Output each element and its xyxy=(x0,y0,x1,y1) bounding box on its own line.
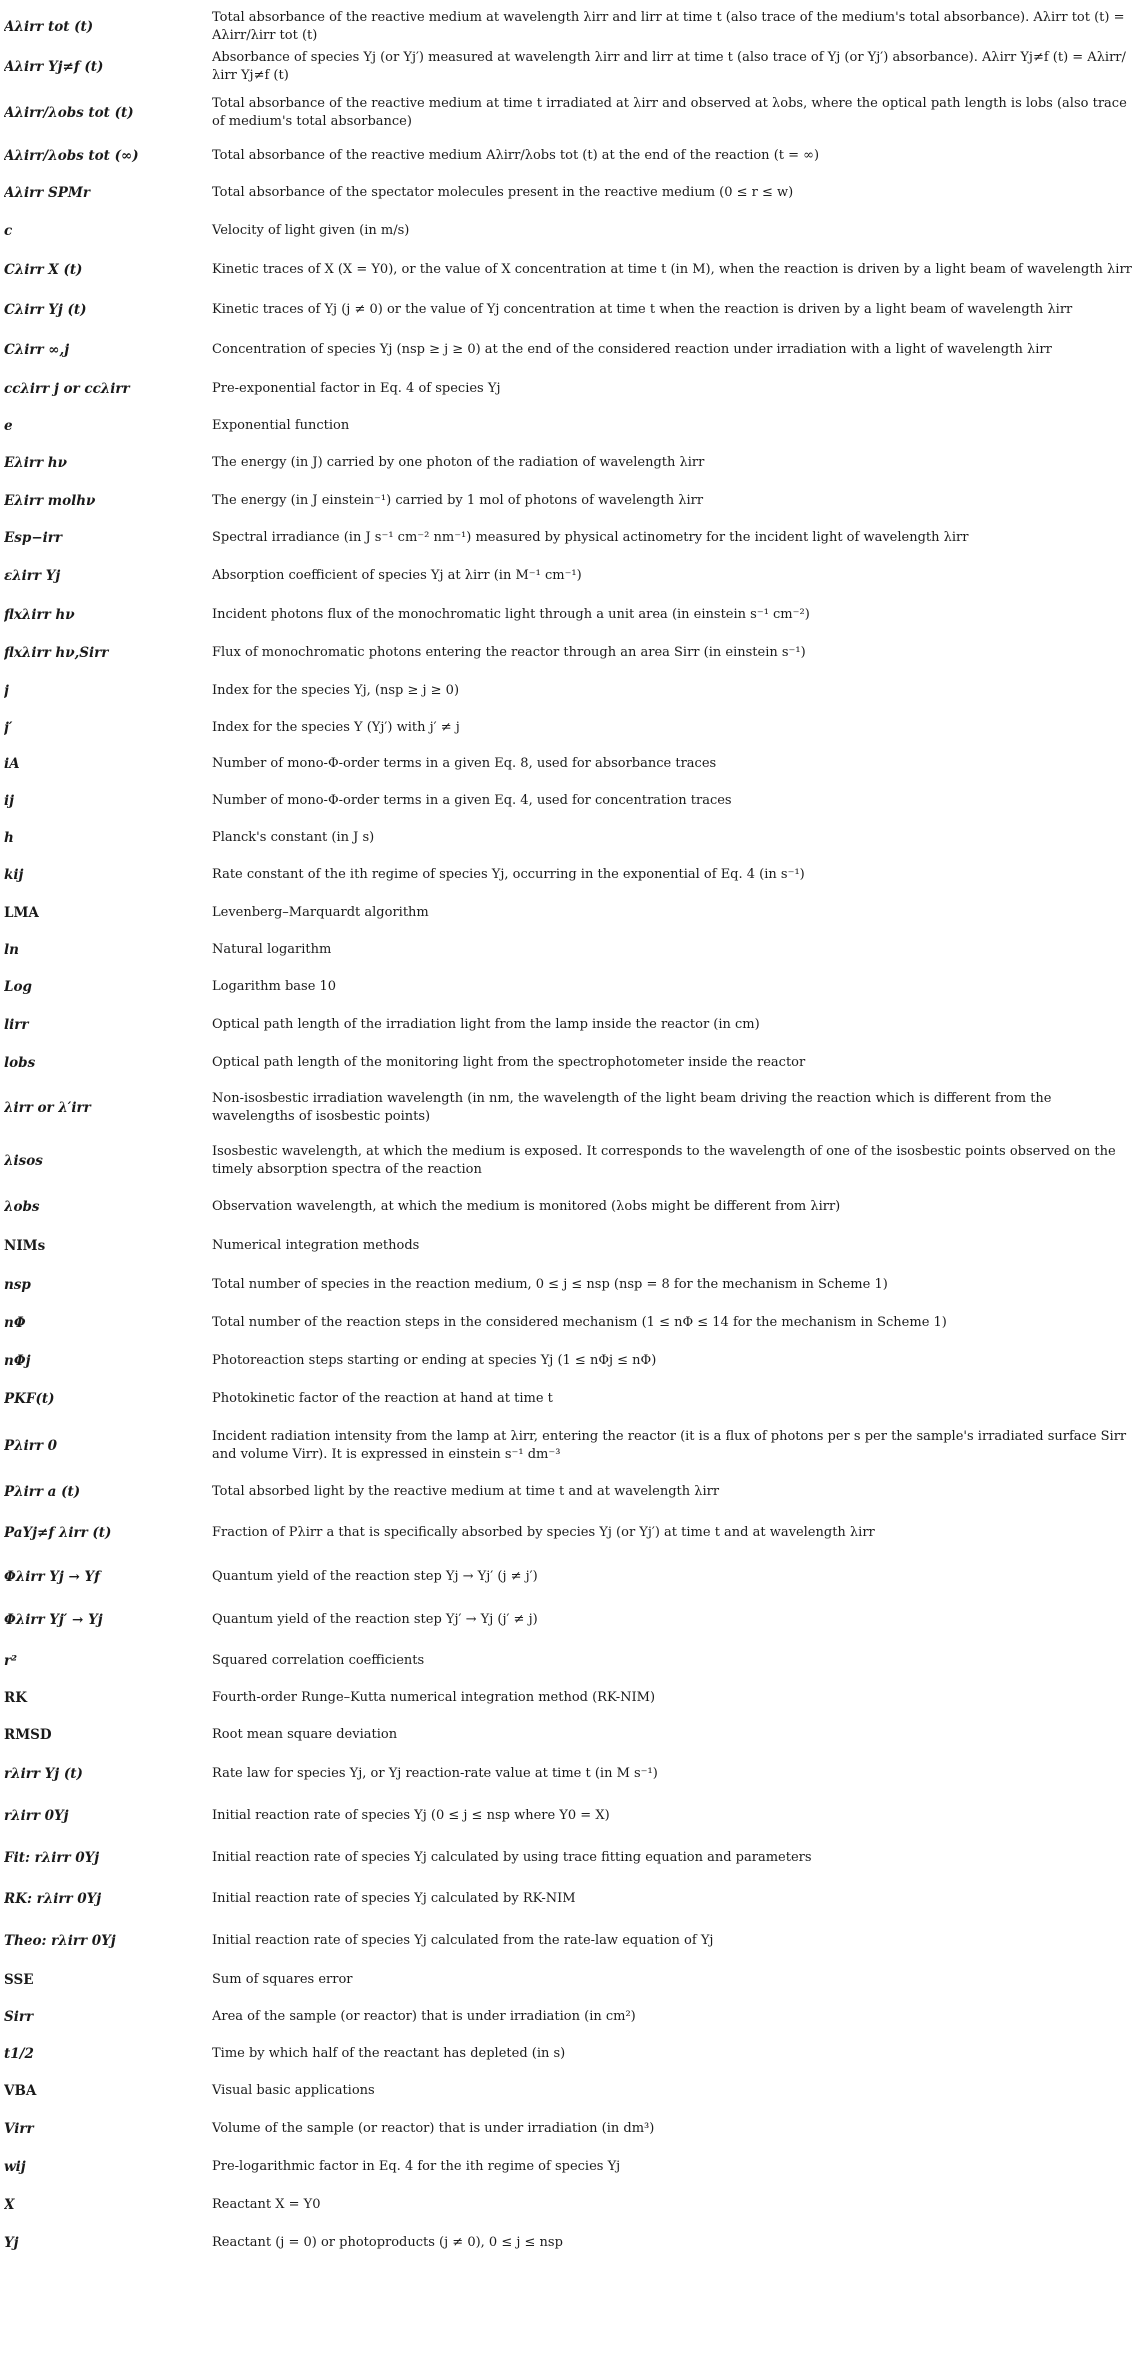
term-definition: Total absorbance of the reactive medium at wavelength λirr and lirr at time t (also trace of the medium's total absorbance). Aλirr tot (t) = Aλirr/λirr tot (t) xyxy=(212,10,1125,43)
nomenclature-row xyxy=(0,856,1145,894)
term-definition: Initial reaction rate of species Yj calculated by RK-NIM xyxy=(212,1891,576,1906)
nomenclature-row xyxy=(0,370,1145,408)
term-definition: Total number of species in the reaction medium, 0 ≤ j ≤ nsp (nsp = 8 for the mechanism in Scheme 1) xyxy=(212,1277,888,1292)
nomenclature-row xyxy=(0,710,1145,746)
term-definition: Incident radiation intensity from the lamp at λirr, entering the reactor (it is a flux of photons per s per the sample's irradiated surface Sirr and volume Virr). It is expressed in einstein s⁻¹ dm⁻³ xyxy=(212,1429,1127,1462)
term-symbol: Esp−irr xyxy=(4,530,62,546)
nomenclature-row xyxy=(0,290,1145,330)
term-definition: Pre-logarithmic factor in Eq. 4 for the ith regime of species Yj xyxy=(212,2159,621,2174)
term-symbol: Eλirr hν xyxy=(4,455,67,471)
nomenclature-row xyxy=(0,1920,1145,1962)
term-symbol: ln xyxy=(4,942,19,958)
nomenclature-row xyxy=(0,672,1145,710)
term-definition: Observation wavelength, at which the medium is monitored (λobs might be different from λirr) xyxy=(212,1199,841,1214)
term-symbol: j xyxy=(4,683,9,699)
nomenclature-row xyxy=(0,8,1145,46)
term-symbol: RK xyxy=(4,1690,27,1706)
term-symbol: Fit: rλirr 0Yj xyxy=(4,1850,100,1866)
term-symbol: wij xyxy=(4,2159,26,2175)
term-symbol: lobs xyxy=(4,1055,36,1071)
term-symbol: Cλirr ∞,j xyxy=(4,342,70,358)
nomenclature-row xyxy=(0,2072,1145,2110)
term-definition: Index for the species Y (Yj′) with j′ ≠ j xyxy=(212,720,460,735)
term-definition: Spectral irradiance (in J s⁻¹ cm⁻² nm⁻¹) measured by physical actinometry for the incident light of wavelength λirr xyxy=(212,530,969,545)
term-definition: Planck's constant (in J s) xyxy=(212,830,375,845)
nomenclature-row xyxy=(0,1044,1145,1082)
term-definition: Absorption coefficient of species Yj at λirr (in M⁻¹ cm⁻¹) xyxy=(212,568,582,583)
term-symbol: lirr xyxy=(4,1017,29,1033)
nomenclature-row xyxy=(0,1510,1145,1556)
term-definition: Flux of monochromatic photons entering the reactor through an area Sirr (in einstein s⁻¹) xyxy=(212,645,806,660)
term-definition: Volume of the sample (or reactor) that is under irradiation (in dm³) xyxy=(212,2121,655,2136)
term-definition: Number of mono-Φ-order terms in a given Eq. 4, used for concentration traces xyxy=(212,793,732,808)
term-definition: Root mean square deviation xyxy=(212,1727,398,1742)
term-symbol: c xyxy=(4,223,13,239)
term-symbol: nΦ xyxy=(4,1315,26,1331)
nomenclature-row xyxy=(0,482,1145,520)
term-symbol: Aλirr tot (t) xyxy=(4,19,94,35)
nomenclature-row xyxy=(0,330,1145,370)
term-definition: Absorbance of species Yj (or Yj′) measured at wavelength λirr and lirr at time t (also trace of Yj (or Yj′) absorbance). Aλirr Yj≠f (t) = Aλirr/λirr Yj≠f (t) xyxy=(212,50,1126,83)
term-symbol: λirr or λ′irr xyxy=(4,1100,91,1116)
nomenclature-row xyxy=(0,1998,1145,2036)
nomenclature-row xyxy=(0,1838,1145,1878)
term-definition: Total absorbance of the reactive medium at time t irradiated at λirr and observed at λobs, where the optical path length is lobs (also trace of medium's total absorbance) xyxy=(212,96,1127,129)
term-symbol: Virr xyxy=(4,2121,34,2137)
nomenclature-row xyxy=(0,634,1145,672)
nomenclature-row xyxy=(0,1380,1145,1418)
term-definition: The energy (in J) carried by one photon of the radiation of wavelength λirr xyxy=(212,455,705,470)
term-symbol: PaYj≠f λirr (t) xyxy=(4,1525,112,1541)
term-definition: Visual basic applications xyxy=(212,2083,375,2098)
nomenclature-row xyxy=(0,520,1145,556)
term-definition: Kinetic traces of Yj (j ≠ 0) or the value of Yj concentration at time t when the reaction is driven by a light beam of wavelength λirr xyxy=(212,302,1073,317)
term-definition: Incident photons flux of the monochromatic light through a unit area (in einstein s⁻¹ cm⁻²) xyxy=(212,607,810,622)
nomenclature-row xyxy=(0,782,1145,820)
nomenclature-row xyxy=(0,932,1145,968)
term-definition: Concentration of species Yj (nsp ≥ j ≥ 0) at the end of the considered reaction under irradiation with a light of wavelength λirr xyxy=(212,342,1052,357)
term-definition: Logarithm base 10 xyxy=(212,979,337,994)
term-definition: Quantum yield of the reaction step Yj → Yj′ (j ≠ j′) xyxy=(212,1569,538,1584)
term-symbol: PKF(t) xyxy=(4,1391,55,1407)
nomenclature-row xyxy=(0,2186,1145,2224)
nomenclature-row xyxy=(0,1266,1145,1304)
term-definition: Index for the species Yj, (nsp ≥ j ≥ 0) xyxy=(212,683,460,698)
term-symbol: λobs xyxy=(4,1199,40,1215)
nomenclature-row xyxy=(0,1680,1145,1716)
nomenclature-row xyxy=(0,88,1145,138)
nomenclature-row xyxy=(0,250,1145,290)
term-symbol: LMA xyxy=(4,905,39,921)
nomenclature-row xyxy=(0,1188,1145,1226)
term-symbol: Theo: rλirr 0Yj xyxy=(4,1933,116,1949)
term-symbol: nΦj xyxy=(4,1353,31,1369)
term-symbol: nsp xyxy=(4,1277,31,1293)
nomenclature-row xyxy=(0,2036,1145,2072)
term-symbol: Yj xyxy=(4,2235,19,2251)
nomenclature-row xyxy=(0,174,1145,212)
term-definition: Rate constant of the ith regime of species Yj, occurring in the exponential of Eq. 4 (in s⁻¹) xyxy=(212,867,805,882)
nomenclature-row xyxy=(0,894,1145,932)
term-symbol: RMSD xyxy=(4,1727,52,1743)
nomenclature-row xyxy=(0,746,1145,782)
term-symbol: ccλirr j or ccλirr xyxy=(4,381,130,397)
term-symbol: ελirr Yj xyxy=(4,568,61,584)
nomenclature-row xyxy=(0,1474,1145,1510)
term-symbol: Aλirr Yj≠f (t) xyxy=(4,59,104,75)
nomenclature-row xyxy=(0,1556,1145,1598)
term-symbol: e xyxy=(4,418,13,434)
term-symbol: Eλirr molhν xyxy=(4,493,96,509)
term-symbol: r² xyxy=(4,1653,18,1669)
nomenclature-row xyxy=(0,1006,1145,1044)
term-definition: Area of the sample (or reactor) that is under irradiation (in cm²) xyxy=(212,2009,636,2024)
nomenclature-row xyxy=(0,2110,1145,2148)
term-definition: Numerical integration methods xyxy=(212,1238,420,1253)
term-symbol: kij xyxy=(4,867,24,883)
nomenclature-list xyxy=(0,8,1145,2262)
nomenclature-row xyxy=(0,408,1145,444)
nomenclature-row xyxy=(0,1598,1145,1642)
nomenclature-row xyxy=(0,2224,1145,2262)
term-symbol: Pλirr a (t) xyxy=(4,1484,81,1500)
term-definition: Photokinetic factor of the reaction at hand at time t xyxy=(212,1391,553,1406)
term-definition: Time by which half of the reactant has depleted (in s) xyxy=(212,2046,566,2061)
term-symbol: Sirr xyxy=(4,2009,34,2025)
term-definition: Velocity of light given (in m/s) xyxy=(212,223,410,238)
term-definition: The energy (in J einstein⁻¹) carried by 1 mol of photons of wavelength λirr xyxy=(212,493,704,508)
nomenclature-row xyxy=(0,212,1145,250)
term-definition: Quantum yield of the reaction step Yj′ → Yj (j′ ≠ j) xyxy=(212,1612,538,1627)
nomenclature-row xyxy=(0,1716,1145,1754)
term-definition: Rate law for species Yj, or Yj reaction-rate value at time t (in M s⁻¹) xyxy=(212,1766,658,1781)
term-definition: Fraction of Pλirr a that is specifically absorbed by species Yj (or Yj′) at time t and at wavelength λirr xyxy=(212,1525,875,1540)
term-definition: Kinetic traces of X (X = Y0), or the value of X concentration at time t (in M), when the reaction is driven by a light beam of wavelength λirr xyxy=(212,262,1132,277)
nomenclature-row xyxy=(0,556,1145,596)
term-symbol: rλirr Yj (t) xyxy=(4,1766,83,1782)
term-symbol: VBA xyxy=(4,2083,37,2099)
term-definition: Total number of the reaction steps in the considered mechanism (1 ≤ nΦ ≤ 14 for the mechanism in Scheme 1) xyxy=(212,1315,947,1330)
term-definition: Squared correlation coefficients xyxy=(212,1653,425,1668)
term-definition: Number of mono-Φ-order terms in a given Eq. 8, used for absorbance traces xyxy=(212,756,717,771)
term-definition: Total absorbed light by the reactive medium at time t and at wavelength λirr xyxy=(212,1484,720,1499)
term-symbol: Φλirr Yj′ → Yj xyxy=(4,1612,103,1628)
nomenclature-row xyxy=(0,1962,1145,1998)
term-definition: Reactant X = Y0 xyxy=(212,2197,321,2212)
nomenclature-row xyxy=(0,2148,1145,2186)
term-definition: Initial reaction rate of species Yj calculated by using trace fitting equation and parameters xyxy=(212,1850,812,1865)
term-definition: Sum of squares error xyxy=(212,1972,353,1987)
term-symbol: Aλirr/λobs tot (t) xyxy=(4,105,134,121)
nomenclature-row xyxy=(0,1226,1145,1266)
nomenclature-row xyxy=(0,1794,1145,1838)
nomenclature-row xyxy=(0,46,1145,88)
term-definition: Initial reaction rate of species Yj calculated from the rate-law equation of Yj xyxy=(212,1933,714,1948)
term-symbol: ij xyxy=(4,793,15,809)
term-definition: Reactant (j = 0) or photoproducts (j ≠ 0), 0 ≤ j ≤ nsp xyxy=(212,2235,563,2250)
term-definition: Optical path length of the monitoring light from the spectrophotometer inside the reactor xyxy=(212,1055,806,1070)
term-symbol: Aλirr/λobs tot (∞) xyxy=(4,148,139,164)
term-symbol: X xyxy=(4,2197,15,2213)
nomenclature-row xyxy=(0,1754,1145,1794)
term-symbol: flxλirr hν,Sirr xyxy=(4,645,109,661)
term-symbol: Log xyxy=(4,979,32,995)
term-symbol: j′ xyxy=(4,720,13,736)
nomenclature-row xyxy=(0,1642,1145,1680)
term-definition: Initial reaction rate of species Yj (0 ≤ j ≤ nsp where Y0 = X) xyxy=(212,1808,610,1823)
term-symbol: NIMs xyxy=(4,1238,46,1254)
term-definition: Isosbestic wavelength, at which the medium is exposed. It corresponds to the wavelength of one of the isosbestic points observed on the timely absorption spectra of the reaction xyxy=(212,1144,1116,1177)
term-symbol: Cλirr Yj (t) xyxy=(4,302,87,318)
nomenclature-row xyxy=(0,820,1145,856)
term-symbol: t1/2 xyxy=(4,2046,34,2062)
term-symbol: flxλirr hν xyxy=(4,607,75,623)
term-symbol: h xyxy=(4,830,14,846)
term-definition: Optical path length of the irradiation light from the lamp inside the reactor (in cm) xyxy=(212,1017,760,1032)
term-symbol: Aλirr SPMr xyxy=(4,185,90,201)
nomenclature-row xyxy=(0,596,1145,634)
term-definition: Total absorbance of the reactive medium Aλirr/λobs tot (t) at the end of the reaction (t = ∞) xyxy=(212,148,820,163)
term-definition: Fourth-order Runge–Kutta numerical integration method (RK-NIM) xyxy=(212,1690,656,1705)
term-symbol: Pλirr 0 xyxy=(4,1438,58,1454)
nomenclature-row xyxy=(0,1082,1145,1134)
term-definition: Total absorbance of the spectator molecules present in the reactive medium (0 ≤ r ≤ w) xyxy=(212,185,794,200)
term-definition: Pre-exponential factor in Eq. 4 of species Yj xyxy=(212,381,501,396)
nomenclature-row xyxy=(0,1418,1145,1474)
term-symbol: SSE xyxy=(4,1972,34,1988)
term-definition: Exponential function xyxy=(212,418,350,433)
nomenclature-row xyxy=(0,1878,1145,1920)
nomenclature-row xyxy=(0,1304,1145,1342)
nomenclature-row xyxy=(0,138,1145,174)
nomenclature-row xyxy=(0,968,1145,1006)
nomenclature-row xyxy=(0,1342,1145,1380)
term-definition: Photoreaction steps starting or ending at species Yj (1 ≤ nΦj ≤ nΦ) xyxy=(212,1353,657,1368)
term-definition: Levenberg–Marquardt algorithm xyxy=(212,905,429,920)
term-symbol: Φλirr Yj → Yf xyxy=(4,1569,100,1585)
term-definition: Non-isosbestic irradiation wavelength (in nm, the wavelength of the light beam driving the reaction which is different from the wavelengths of isosbestic points) xyxy=(212,1091,1052,1124)
nomenclature-row xyxy=(0,1134,1145,1188)
term-symbol: iA xyxy=(4,756,20,772)
term-symbol: λisos xyxy=(4,1153,43,1169)
term-definition: Natural logarithm xyxy=(212,942,332,957)
nomenclature-row xyxy=(0,444,1145,482)
term-symbol: Cλirr X (t) xyxy=(4,262,83,278)
term-symbol: RK: rλirr 0Yj xyxy=(4,1891,102,1907)
term-symbol: rλirr 0Yj xyxy=(4,1808,69,1824)
